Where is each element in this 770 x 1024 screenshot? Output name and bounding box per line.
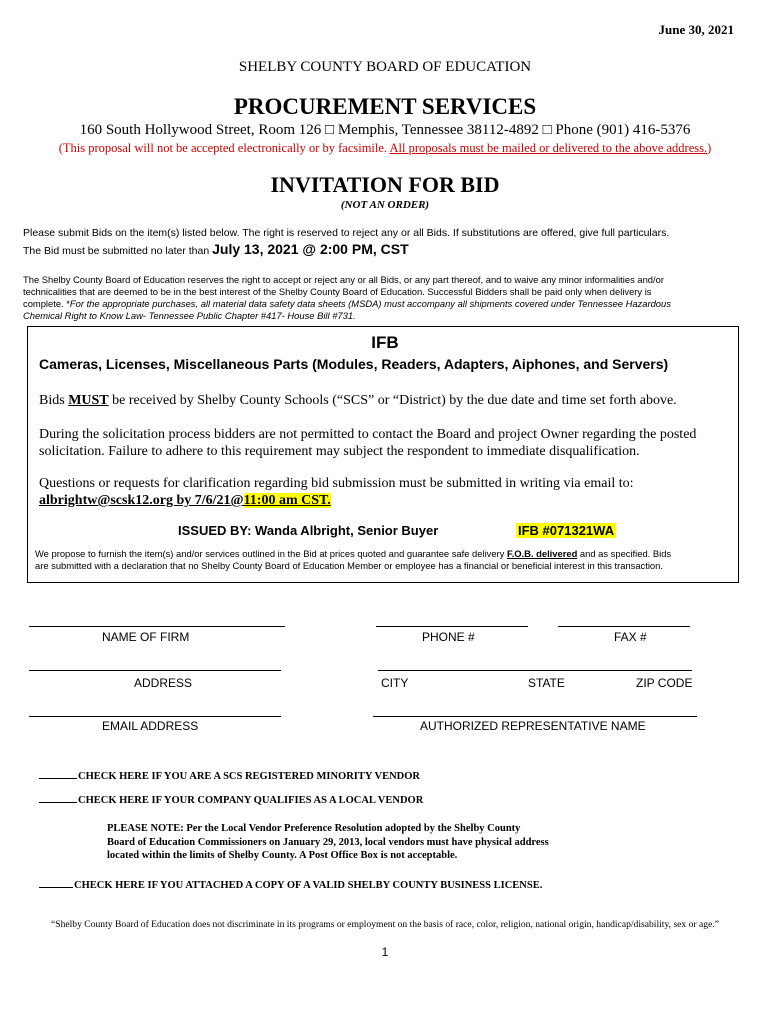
email-label: EMAIL ADDRESS bbox=[102, 719, 199, 733]
authorized-rep-line[interactable] bbox=[373, 716, 697, 717]
phone-number: Phone (901) 416-5376 bbox=[555, 122, 691, 138]
phone-label: PHONE # bbox=[422, 630, 475, 644]
local-check-blank[interactable] bbox=[39, 791, 77, 803]
local-vendor-note: PLEASE NOTE: Per the Local Vendor Preference Resolution adopted by the Shelby County Board of Education Commissioners on January 29, 2013, local vendors must have physical address located within the limits of Shelby County. A Post Office Box is not acceptable. bbox=[107, 823, 549, 861]
separator-box-icon: □ bbox=[542, 122, 552, 138]
local-vendor-check[interactable] bbox=[39, 791, 423, 806]
submission-notice bbox=[0, 141, 770, 156]
submission-instructions: Please submit Bids on the item(s) listed below. The right is reserved to reject any or all Bids. If substitutions are offered, give full particulars. bbox=[23, 227, 670, 239]
zip-label: ZIP CODE bbox=[636, 676, 693, 690]
reserves-line: Chemical Right to Know Law- Tennessee Public Chapter #417- House Bill #731. bbox=[23, 310, 356, 321]
city-state-zip: Memphis, Tennessee 38112-4892 bbox=[337, 122, 539, 138]
address-label: ADDRESS bbox=[134, 676, 193, 690]
board-name: SHELBY COUNTY BOARD OF EDUCATION bbox=[238, 59, 532, 75]
fax-line[interactable] bbox=[558, 626, 690, 627]
invitation-subtitle: (NOT AN ORDER) bbox=[340, 199, 430, 211]
reserves-line: technicalities that are deemed to be in the best interest of the Shelby County Board of Education. Successful Bidders shall be paid only when delivery is bbox=[23, 286, 652, 297]
deadline-date: July 13, 2021 @ 2:00 PM, CST bbox=[212, 241, 409, 257]
minority-check-blank[interactable] bbox=[39, 767, 77, 779]
authorized-rep-label: AUTHORIZED REPRESENTATIVE NAME bbox=[420, 719, 646, 733]
buyer-email-link[interactable]: albrightw@scsk12.org by 7/6/21@ bbox=[39, 493, 244, 508]
deadline-line bbox=[23, 241, 409, 259]
nondiscrimination-statement: “Shelby County Board of Education does not discriminate in its programs or employment on the basis of race, color, religion, national origin, handicap/disability, sex or age.” bbox=[50, 919, 719, 930]
license-check-blank[interactable] bbox=[39, 876, 73, 888]
notice-close: ) bbox=[707, 141, 712, 155]
bid-subject: Cameras, Licenses, Miscellaneous Parts (Modules, Readers, Adapters, Aiphones, and Servers) bbox=[39, 356, 669, 372]
notice-text: (This proposal will not be accepted electronically or by facsimile. bbox=[58, 141, 390, 155]
issued-by: ISSUED BY: Wanda Albright, Senior Buyer bbox=[178, 523, 439, 538]
reserves-line: The Shelby County Board of Education reserves the right to accept or reject any or all Bids, or any part thereof, and to waive any minor informalities and/or bbox=[23, 274, 664, 285]
ifb-number: IFB #071321WA bbox=[518, 523, 615, 538]
separator-box-icon: □ bbox=[325, 122, 335, 138]
city-label: CITY bbox=[381, 676, 409, 690]
page-title: PROCUREMENT SERVICES bbox=[233, 94, 537, 119]
solicitation-rules: During the solicitation process bidders are not permitted to contact the Board and project Owner regarding the posted solicitation. Failure to adhere to this requirement may subject the respondent to immediate disqualification. bbox=[39, 427, 697, 459]
invitation-title: INVITATION FOR BID bbox=[270, 172, 500, 197]
state-label: STATE bbox=[528, 676, 565, 690]
address-line-field[interactable] bbox=[29, 670, 281, 671]
firm-name-line[interactable] bbox=[29, 626, 285, 627]
local-check-label: CHECK HERE IF YOUR COMPANY QUALIFIES AS A LOCAL VENDOR bbox=[78, 795, 424, 806]
must-receive-text: Bids MUST be received by Shelby County Schools (“SCS” or “District) by the due date and time set forth above. bbox=[39, 393, 677, 408]
license-check-label: CHECK HERE IF YOU ATTACHED A COPY OF A VALID SHELBY COUNTY BUSINESS LICENSE. bbox=[74, 880, 543, 891]
questions-deadline: 11:00 am CST. bbox=[243, 493, 331, 508]
proposal-declaration: We propose to furnish the item(s) and/or services outlined in the Bid at prices quoted and guarantee safe delivery F.O.B. delivered and as specified. Bids are submitted with a declaration that no Shelby County Board of Education Member or employee has a financial or beneficial interest in this transaction. bbox=[35, 548, 672, 571]
date: June 30, 2021 bbox=[658, 22, 734, 37]
city-state-zip-line[interactable] bbox=[378, 670, 692, 671]
minority-vendor-check[interactable] bbox=[39, 767, 420, 782]
name-of-firm-label: NAME OF FIRM bbox=[102, 630, 190, 644]
email-line[interactable] bbox=[29, 716, 281, 717]
business-license-check[interactable] bbox=[39, 876, 542, 891]
address-line bbox=[0, 122, 770, 139]
street-address: 160 South Hollywood Street, Room 126 bbox=[79, 122, 322, 138]
reserves-line: complete. *For the appropriate purchases, all material data safety data sheets (MSDA) must accompany all shipments covered under Tennessee Hazardous bbox=[23, 298, 671, 309]
reserves-rights-text bbox=[23, 274, 671, 322]
notice-mail-instruction: All proposals must be mailed or delivered to the above address. bbox=[389, 141, 708, 155]
minority-check-label: CHECK HERE IF YOU ARE A SCS REGISTERED MINORITY VENDOR bbox=[78, 771, 420, 782]
ifb-heading: IFB bbox=[371, 333, 399, 352]
page-number: 1 bbox=[381, 945, 389, 959]
deadline-prefix: The Bid must be submitted no later than bbox=[23, 245, 213, 257]
fax-label: FAX # bbox=[614, 630, 647, 644]
phone-line[interactable] bbox=[376, 626, 528, 627]
questions-instructions: Questions or requests for clarification regarding bid submission must be submitted in writing via email to: albrightw@scsk12.org by 7/6/21@11:00 am CST. bbox=[39, 476, 634, 508]
